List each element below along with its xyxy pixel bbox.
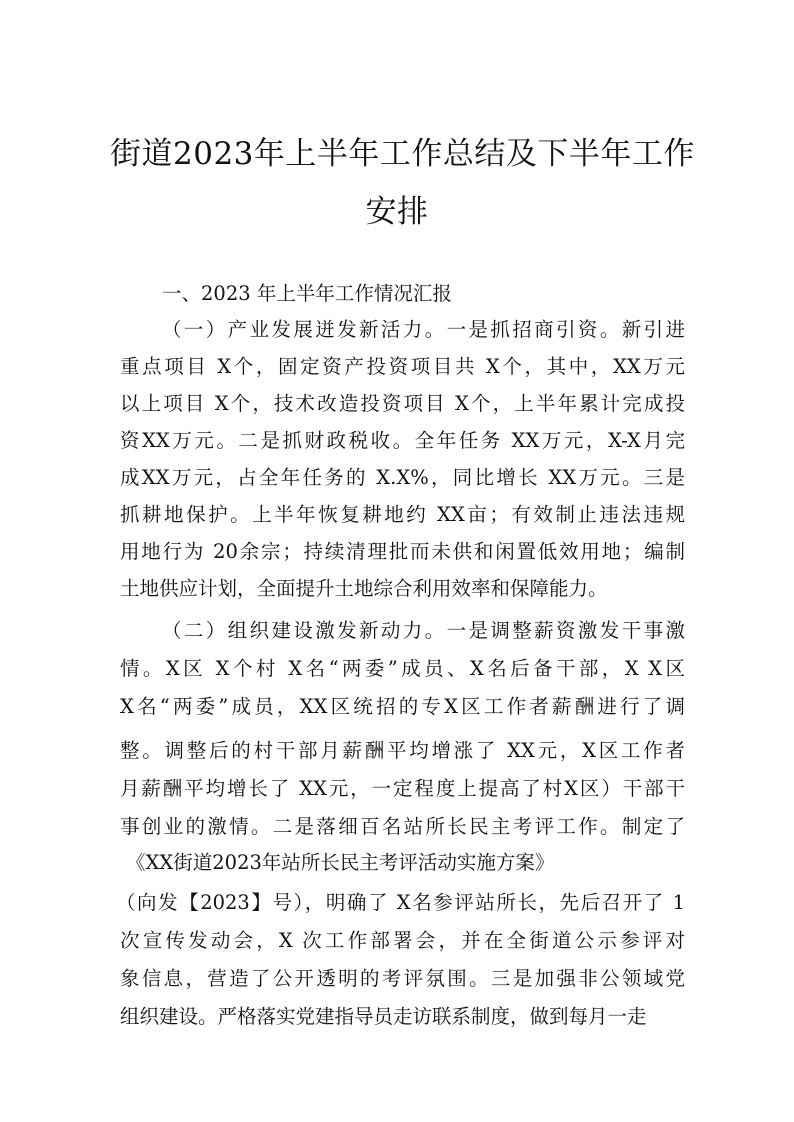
paragraph-line: 成XX万元，占全年任务的 X.X%，同比增长 XX万元。三是 [120,466,685,489]
paragraph-line: 以上项目 X个，技术改造投资项目 X个，上半年累计完成投 [120,392,685,415]
paragraph-line: 用地行为 20余宗；持续清理批而未供和闲置低效用地；编制 [120,540,685,563]
paragraph-line: （二）组织建设激发新动力。一是调整薪资激发干事激 [162,619,685,642]
document-title-line-2: 安排 [365,194,429,230]
paragraph-line: X名“两委”成员，XX区统招的专X区工作者薪酬进行了调 [120,695,685,718]
paragraph-line: 抓耕地保护。上半年恢复耕地约 XX亩；有效制止违法违规 [120,503,685,526]
paragraph-line: 土地供应计划，全面提升土地综合利用效率和保障能力。 [120,577,608,600]
paragraph-line: 象信息，营造了公开透明的考评氛围。三是加强非公领域党 [120,967,685,990]
paragraph-line: 资XX万元。二是抓财政税收。全年任务 XX万元，X-X月完 [120,429,685,452]
paragraph-line: 组织建设。严格落实党建指导员走访联系制度，做到每月一走 [120,1005,647,1028]
paragraph-line: 月薪酬平均增长了 XX元，一定程度上提高了村X区）干部干 [120,777,685,800]
paragraph-line: 事创业的激情。二是落细百名站所长民主考评工作。制定了 [120,815,685,838]
paragraph-line: 整。调整后的村干部月薪酬平均增涨了 XX元，X区工作者 [120,739,685,762]
paragraph-line: （向发【2023】号），明确了 X名参评站所长，先后召开了 1 [116,891,685,914]
paragraph-line: （一）产业发展迸发新活力。一是抓招商引资。新引进 [162,318,685,341]
document-title-line-1: 街道2023年上半年工作总结及下半年工作 [110,136,695,172]
paragraph-line: 次宣传发动会，X 次工作部署会，并在全街道公示参评对 [120,929,685,952]
paragraph-line: 情。X区 X个村 X名“两委”成员、X名后备干部，X X区 [120,657,685,680]
paragraph-line: 《XX街道2023年站所长民主考评活动实施方案》 [126,851,555,874]
paragraph-line: 重点项目 X个，固定资产投资项目共 X个，其中，XX万元 [120,355,685,378]
section-heading: 一、2023 年上半年工作情况汇报 [162,282,452,305]
